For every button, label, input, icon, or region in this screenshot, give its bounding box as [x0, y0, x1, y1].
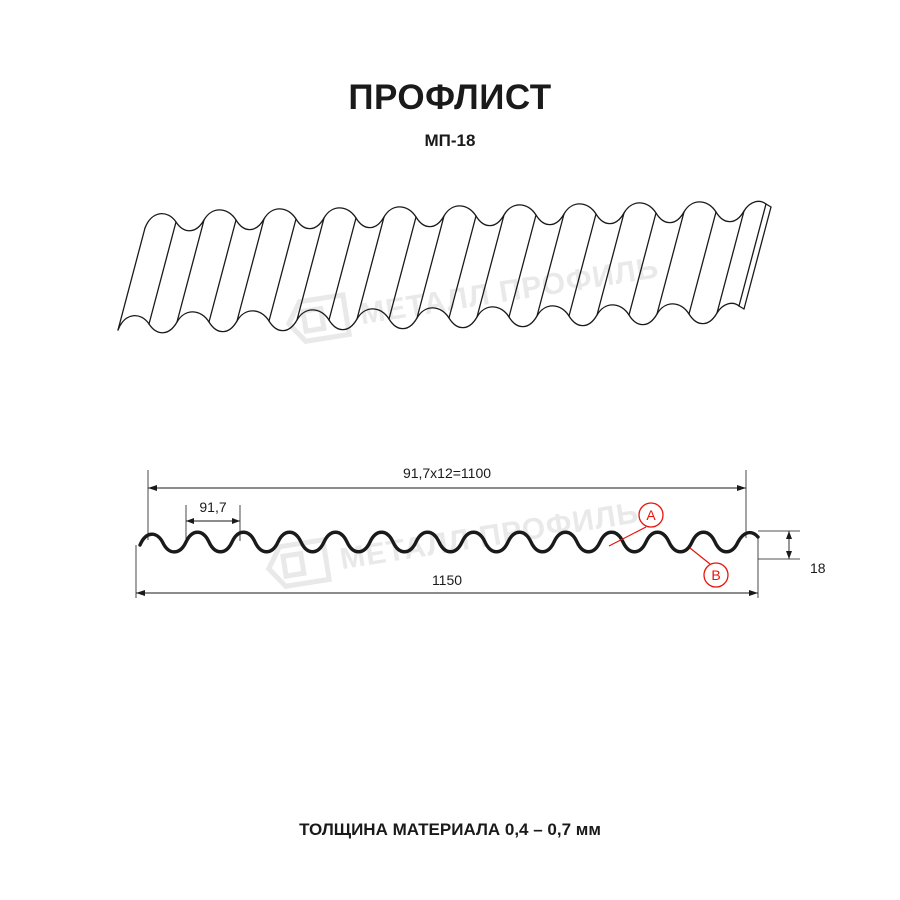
- watermark-logo-icon: [286, 295, 350, 344]
- page-title: ПРОФЛИСТ: [348, 78, 552, 117]
- watermark-label-2: МЕТАЛЛ ПРОФИЛЬ: [337, 496, 642, 577]
- dimension-label-pitch-single: 91,7: [199, 499, 227, 515]
- watermark-label: МЕТАЛЛ ПРОФИЛЬ: [357, 251, 662, 332]
- isometric-sheet-view: [118, 201, 771, 332]
- dimension-overall-width: [136, 572, 758, 596]
- watermark-upper: [286, 245, 662, 343]
- product-model: МП-18: [424, 131, 476, 150]
- callout-b: [690, 548, 728, 587]
- dimension-label-height: 18: [810, 560, 826, 576]
- callout-a-label: A: [646, 507, 656, 523]
- material-thickness-note: ТОЛЩИНА МАТЕРИАЛА 0,4 – 0,7 мм: [299, 820, 601, 839]
- dimension-pitch-total: [148, 465, 746, 491]
- dimension-label-pitch-total: 91,7x12=1100: [402, 465, 492, 481]
- callout-b-label: B: [711, 567, 721, 583]
- dimension-label-overall-width: 1150: [431, 572, 463, 588]
- dimension-height: [786, 531, 826, 576]
- dimension-pitch-single: [186, 499, 240, 524]
